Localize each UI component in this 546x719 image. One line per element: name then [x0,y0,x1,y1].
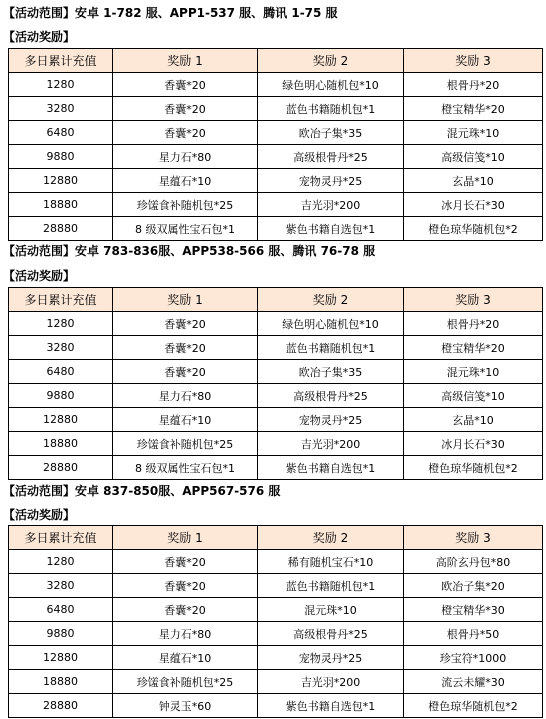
reward-3-cell: 珍宝符*1000 [404,646,543,670]
activity-reward-heading: 【活动奖励】 [3,269,76,283]
reward-1-cell: 星蕴石*10 [113,408,258,432]
reward-2-cell: 蓝色书籍随机包*1 [258,336,404,360]
table-row [9,360,543,384]
reward-1-cell: 香囊*20 [113,73,258,97]
reward-3-cell: 根骨丹*20 [404,312,543,336]
table-row [9,145,543,169]
reward-2-cell: 绿色明心随机包*10 [258,73,404,97]
reward-3-cell: 高级信笺*10 [404,384,543,408]
reward-1-cell: 星力石*80 [113,145,258,169]
table-row [9,646,543,670]
reward-1-cell: 星力石*80 [113,622,258,646]
table-header-row [9,288,543,312]
reward-3-cell: 橙色琼华随机包*2 [404,456,543,480]
reward-1-cell: 香囊*20 [113,360,258,384]
column-header-recharge: 多日累计充值 [9,49,113,73]
activity-scope-heading: 【活动范围】安卓 1-782 服、APP1-537 服、腾讯 1-75 服 [3,6,338,20]
table-row [9,622,543,646]
reward-3-cell: 混元珠*10 [404,360,543,384]
table-row [9,97,543,121]
reward-3-cell: 橙宝精华*20 [404,97,543,121]
reward-1-cell: 星力石*80 [113,384,258,408]
reward-3-cell: 玄晶*10 [404,408,543,432]
reward-3-cell: 高阶玄丹包*80 [404,550,543,574]
reward-3-cell: 根骨丹*50 [404,622,543,646]
reward-1-cell: 珍馐食补随机包*25 [113,432,258,456]
reward-3-cell: 橙色琼华随机包*2 [404,217,543,241]
table-row [9,384,543,408]
reward-3-cell: 橙宝精华*30 [404,598,543,622]
reward-table [8,287,543,480]
recharge-amount-cell: 6480 [9,598,113,622]
recharge-amount-cell: 3280 [9,574,113,598]
reward-1-cell: 8 级双属性宝石包*1 [113,456,258,480]
recharge-amount-cell: 9880 [9,622,113,646]
table-row [9,574,543,598]
table-header-row [9,49,543,73]
table-row [9,73,543,97]
table-row [9,336,543,360]
table-row [9,432,543,456]
reward-2-cell: 欧冶子集*35 [258,360,404,384]
column-header-recharge: 多日累计充值 [9,526,113,550]
reward-2-cell: 欧冶子集*35 [258,121,404,145]
reward-2-cell: 紫色书籍自选包*1 [258,456,404,480]
recharge-amount-cell: 9880 [9,384,113,408]
recharge-amount-cell: 1280 [9,73,113,97]
recharge-amount-cell: 6480 [9,360,113,384]
table-row [9,169,543,193]
table-row [9,456,543,480]
column-header-reward-1: 奖励 1 [113,526,258,550]
reward-1-cell: 香囊*20 [113,336,258,360]
table-row [9,550,543,574]
column-header-reward-1: 奖励 1 [113,288,258,312]
reward-3-cell: 橙色琼华随机包*2 [404,694,543,718]
reward-1-cell: 星蕴石*10 [113,646,258,670]
reward-2-cell: 紫色书籍自选包*1 [258,694,404,718]
reward-3-cell: 高级信笺*10 [404,145,543,169]
reward-2-cell: 吉光羽*200 [258,193,404,217]
recharge-amount-cell: 12880 [9,169,113,193]
table-row [9,598,543,622]
table-row [9,217,543,241]
recharge-amount-cell: 18880 [9,670,113,694]
reward-3-cell: 橙宝精华*20 [404,336,543,360]
table-row [9,408,543,432]
recharge-amount-cell: 28880 [9,456,113,480]
reward-1-cell: 珍馐食补随机包*25 [113,193,258,217]
reward-2-cell: 高级根骨丹*25 [258,384,404,408]
reward-table [8,525,543,718]
recharge-amount-cell: 1280 [9,550,113,574]
reward-2-cell: 紫色书籍自选包*1 [258,217,404,241]
recharge-amount-cell: 28880 [9,694,113,718]
recharge-amount-cell: 12880 [9,646,113,670]
recharge-amount-cell: 9880 [9,145,113,169]
reward-1-cell: 香囊*20 [113,312,258,336]
table-row [9,312,543,336]
reward-2-cell: 宠物灵丹*25 [258,646,404,670]
table-header-row [9,526,543,550]
reward-2-cell: 宠物灵丹*25 [258,408,404,432]
reward-2-cell: 蓝色书籍随机包*1 [258,574,404,598]
reward-3-cell: 玄晶*10 [404,169,543,193]
table-row [9,694,543,718]
table-row [9,670,543,694]
reward-1-cell: 星蕴石*10 [113,169,258,193]
recharge-amount-cell: 1280 [9,312,113,336]
reward-2-cell: 吉光羽*200 [258,432,404,456]
reward-1-cell: 8 级双属性宝石包*1 [113,217,258,241]
reward-2-cell: 蓝色书籍随机包*1 [258,97,404,121]
activity-scope-heading: 【活动范围】安卓 783-836服、APP538-566 服、腾讯 76-78 服 [3,244,376,258]
reward-2-cell: 混元珠*10 [258,598,404,622]
column-header-recharge: 多日累计充值 [9,288,113,312]
column-header-reward-2: 奖励 2 [258,526,404,550]
reward-2-cell: 高级根骨丹*25 [258,145,404,169]
reward-2-cell: 稀有随机宝石*10 [258,550,404,574]
reward-2-cell: 宠物灵丹*25 [258,169,404,193]
recharge-amount-cell: 3280 [9,336,113,360]
reward-3-cell: 根骨丹*20 [404,73,543,97]
reward-1-cell: 钟灵玉*60 [113,694,258,718]
reward-1-cell: 香囊*20 [113,97,258,121]
reward-2-cell: 高级根骨丹*25 [258,622,404,646]
column-header-reward-2: 奖励 2 [258,288,404,312]
activity-reward-heading: 【活动奖励】 [3,508,76,522]
reward-3-cell: 冰月长石*30 [404,432,543,456]
activity-scope-heading: 【活动范围】安卓 837-850服、APP567-576 服 [3,484,281,498]
column-header-reward-3: 奖励 3 [404,49,543,73]
reward-1-cell: 香囊*20 [113,550,258,574]
reward-3-cell: 欧冶子集*20 [404,574,543,598]
column-header-reward-2: 奖励 2 [258,49,404,73]
reward-2-cell: 绿色明心随机包*10 [258,312,404,336]
recharge-amount-cell: 6480 [9,121,113,145]
reward-3-cell: 冰月长石*30 [404,193,543,217]
table-row [9,193,543,217]
column-header-reward-1: 奖励 1 [113,49,258,73]
recharge-amount-cell: 3280 [9,97,113,121]
reward-3-cell: 流云未耀*30 [404,670,543,694]
recharge-amount-cell: 18880 [9,432,113,456]
reward-1-cell: 香囊*20 [113,121,258,145]
reward-1-cell: 香囊*20 [113,598,258,622]
recharge-amount-cell: 12880 [9,408,113,432]
reward-table [8,48,543,241]
reward-1-cell: 香囊*20 [113,574,258,598]
column-header-reward-3: 奖励 3 [404,288,543,312]
column-header-reward-3: 奖励 3 [404,526,543,550]
table-row [9,121,543,145]
reward-2-cell: 吉光羽*200 [258,670,404,694]
recharge-amount-cell: 18880 [9,193,113,217]
recharge-amount-cell: 28880 [9,217,113,241]
reward-3-cell: 混元珠*10 [404,121,543,145]
activity-reward-heading: 【活动奖励】 [3,30,76,44]
reward-1-cell: 珍馐食补随机包*25 [113,670,258,694]
